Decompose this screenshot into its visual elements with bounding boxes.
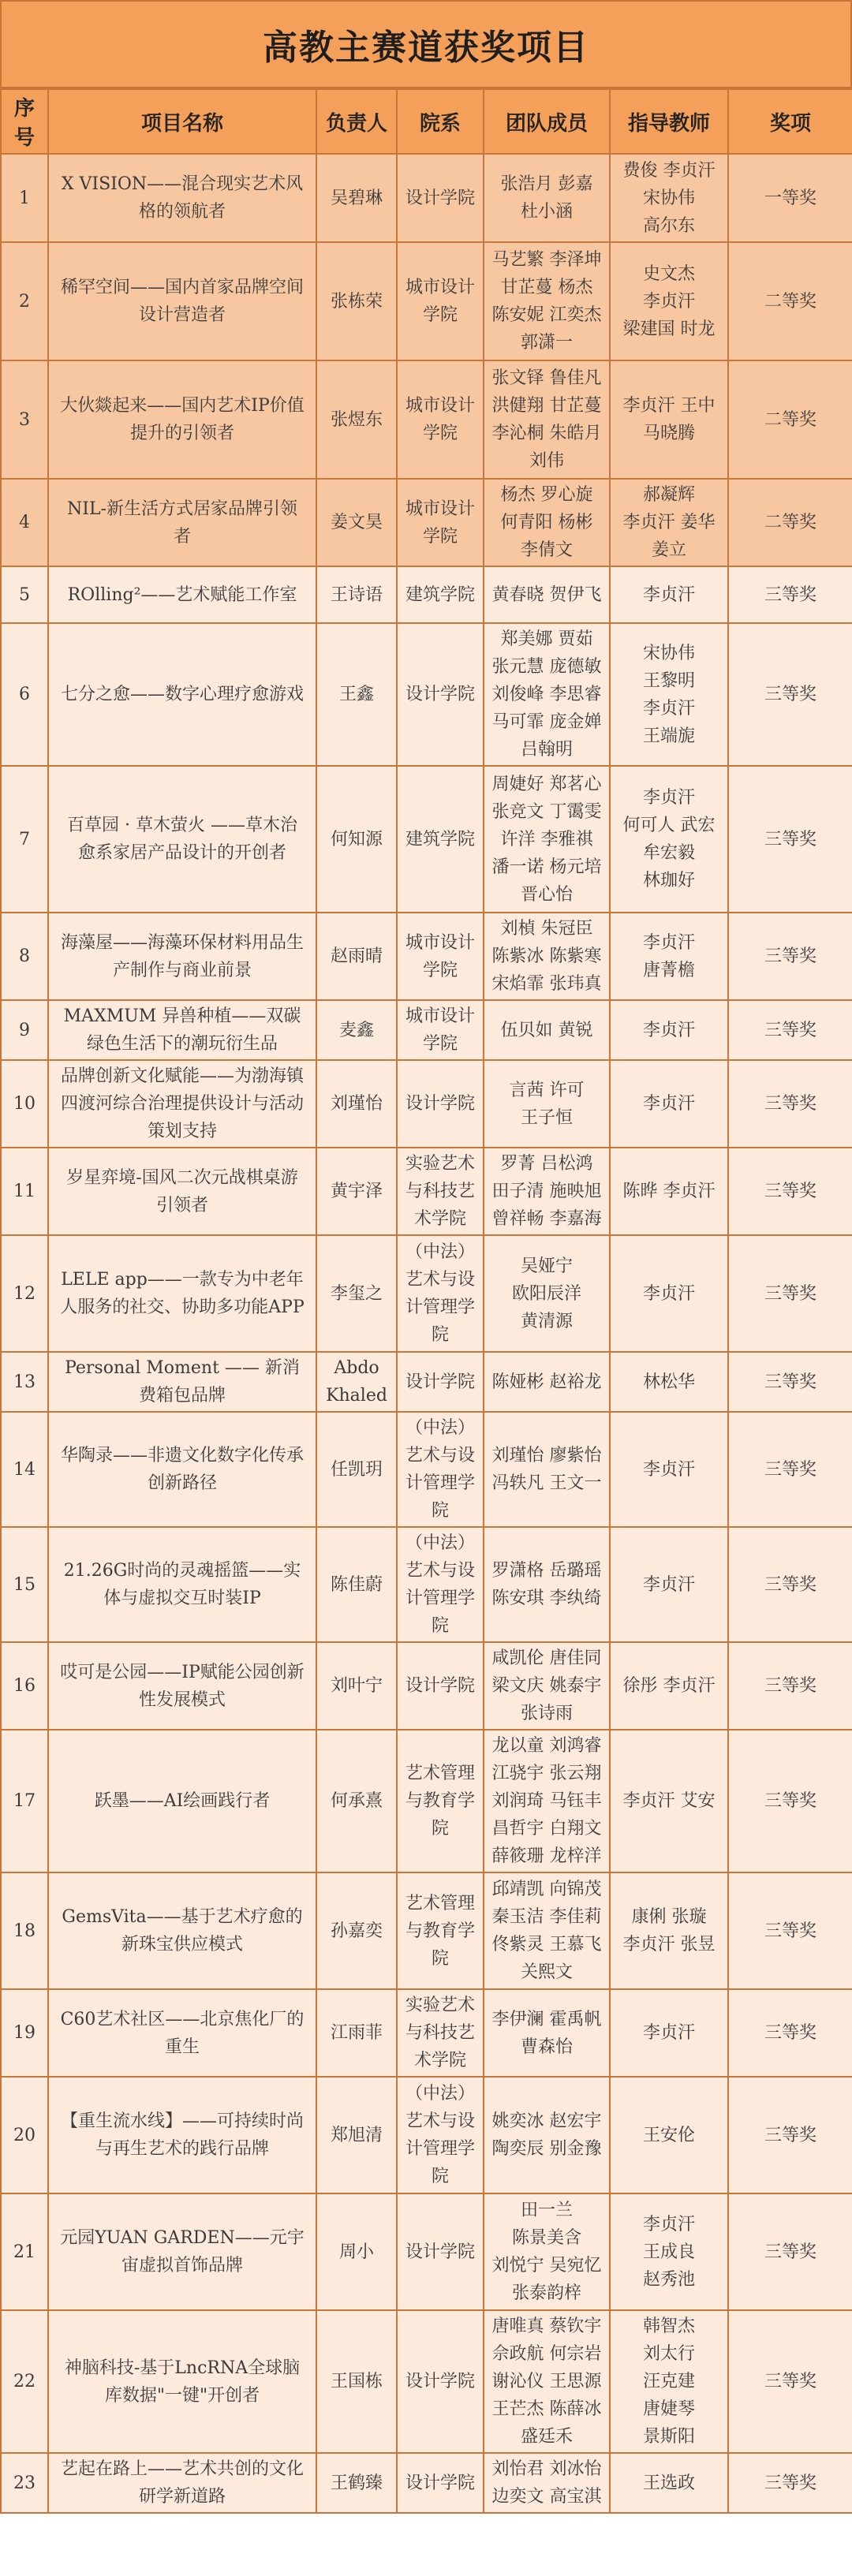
leader-cell: Abdo Khaled (316, 1352, 397, 1412)
header-award: 奖项 (728, 89, 852, 154)
department-cell: （中法）艺术与设计管理学院 (397, 1527, 484, 1642)
leader-cell: 陈佳蔚 (316, 1527, 397, 1642)
row-no-cell: 21 (1, 2193, 48, 2310)
award-cell: 三等奖 (728, 766, 852, 913)
table-header (1, 89, 852, 154)
department-cell: 设计学院 (397, 2310, 484, 2453)
award-cell: 三等奖 (728, 2193, 852, 2310)
award-cell: 三等奖 (728, 1642, 852, 1730)
department-cell: 设计学院 (397, 2193, 484, 2310)
table-row (1, 2077, 852, 2193)
team-members-cell: 张文铎 鲁佳凡 洪健翔 甘芷蔓 李沁桐 朱皓月 刘伟 (484, 360, 610, 479)
award-cell: 三等奖 (728, 1730, 852, 1872)
team-members-cell: 吴娅宁 欧阳辰洋 黄清源 (484, 1235, 610, 1352)
team-members-cell: 刘楨 朱冠臣 陈紫冰 陈紫寒 宋焰霏 张玮真 (484, 913, 610, 1000)
department-cell: 城市设计学院 (397, 1000, 484, 1060)
award-table (0, 88, 852, 2514)
department-cell: 设计学院 (397, 1060, 484, 1148)
teachers-cell: 李贞汗 (610, 1989, 728, 2077)
table-row (1, 1000, 852, 1060)
table-row (1, 1148, 852, 1235)
teachers-cell: 李贞汗 王中 马晓腾 (610, 360, 728, 479)
row-no-cell: 15 (1, 1527, 48, 1642)
leader-cell: 赵雨晴 (316, 913, 397, 1000)
teachers-cell: 李贞汗 (610, 1060, 728, 1148)
table-row (1, 2193, 852, 2310)
award-cell: 二等奖 (728, 479, 852, 566)
award-cell: 三等奖 (728, 1235, 852, 1352)
project-name-cell: 【重生流水线】——可持续时尚与再生艺术的践行品牌 (48, 2077, 316, 2193)
row-no-cell: 9 (1, 1000, 48, 1060)
leader-cell: 张煜东 (316, 360, 397, 479)
teachers-cell: 李贞汗 (610, 1527, 728, 1642)
table-row (1, 1235, 852, 1352)
award-cell: 二等奖 (728, 242, 852, 360)
row-no-cell: 13 (1, 1352, 48, 1412)
department-cell: 建筑学院 (397, 766, 484, 913)
leader-cell: 何承熹 (316, 1730, 397, 1872)
header-no: 序号 (1, 89, 48, 154)
row-no-cell: 4 (1, 479, 48, 566)
department-cell: 艺术管理与教育学院 (397, 1872, 484, 1989)
row-no-cell: 18 (1, 1872, 48, 1989)
project-name-cell: 神脑科技-基于LncRNA全球脑库数据"一键"开创者 (48, 2310, 316, 2453)
teachers-cell: 林松华 (610, 1352, 728, 1412)
row-no-cell: 12 (1, 1235, 48, 1352)
department-cell: 城市设计学院 (397, 479, 484, 566)
team-members-cell: 罗菁 吕松鸿 田子清 施映旭 曾祥畅 李嘉海 (484, 1148, 610, 1235)
teachers-cell: 王安伦 (610, 2077, 728, 2193)
table-row (1, 360, 852, 479)
teachers-cell: 李贞汗 何可人 武宏 牟宏毅 林珈好 (610, 766, 728, 913)
department-cell: 实验艺术与科技艺术学院 (397, 1989, 484, 2077)
department-cell: 设计学院 (397, 623, 484, 766)
project-name-cell: 21.26G时尚的灵魂摇篮——实体与虚拟交互时装IP (48, 1527, 316, 1642)
award-cell: 三等奖 (728, 2310, 852, 2453)
award-cell: 三等奖 (728, 913, 852, 1000)
award-cell: 三等奖 (728, 2077, 852, 2193)
team-members-cell: 李伊澜 霍禹帆 曹森怡 (484, 1989, 610, 2077)
teachers-cell: 宋协伟 王黎明 李贞汗 王端旎 (610, 623, 728, 766)
leader-cell: 刘叶宁 (316, 1642, 397, 1730)
award-cell: 一等奖 (728, 154, 852, 242)
team-members-cell: 伍贝如 黄锐 (484, 1000, 610, 1060)
table-row (1, 1989, 852, 2077)
department-cell: 建筑学院 (397, 566, 484, 623)
award-cell: 三等奖 (728, 2453, 852, 2513)
team-members-cell: 郑美娜 贾茹 张元慧 庞德敏 刘俊峰 李思睿 马可霏 庞金婵 吕翰明 (484, 623, 610, 766)
leader-cell: 何知源 (316, 766, 397, 913)
row-no-cell: 3 (1, 360, 48, 479)
leader-cell: 任凯玥 (316, 1412, 397, 1527)
department-cell: 实验艺术与科技艺术学院 (397, 1148, 484, 1235)
header-project-name: 项目名称 (48, 89, 316, 154)
table-row (1, 1872, 852, 1989)
project-name-cell: 百草园 · 草木萤火 ——草木治愈系家居产品设计的开创者 (48, 766, 316, 913)
department-cell: 艺术管理与教育学院 (397, 1730, 484, 1872)
leader-cell: 张栋荣 (316, 242, 397, 360)
row-no-cell: 20 (1, 2077, 48, 2193)
row-no-cell: 2 (1, 242, 48, 360)
award-cell: 三等奖 (728, 1527, 852, 1642)
department-cell: 设计学院 (397, 1352, 484, 1412)
team-members-cell: 姚奕冰 赵宏宇 陶奕辰 别金豫 (484, 2077, 610, 2193)
table-row (1, 479, 852, 566)
table-row (1, 1642, 852, 1730)
header-leader: 负责人 (316, 89, 397, 154)
header-department: 院系 (397, 89, 484, 154)
teachers-cell: 郝凝辉 李贞汗 姜华 姜立 (610, 479, 728, 566)
project-name-cell: 艺起在路上——艺术共创的文化研学新道路 (48, 2453, 316, 2513)
project-name-cell: MAXMUM 异兽种植——双碳绿色生活下的潮玩衍生品 (48, 1000, 316, 1060)
leader-cell: 麦鑫 (316, 1000, 397, 1060)
table-row (1, 1352, 852, 1412)
row-no-cell: 16 (1, 1642, 48, 1730)
teachers-cell: 徐彤 李贞汗 (610, 1642, 728, 1730)
teachers-cell: 康俐 张璇 李贞汗 张昱 (610, 1872, 728, 1989)
teachers-cell: 陈晔 李贞汗 (610, 1148, 728, 1235)
teachers-cell: 韩智杰 刘太行 汪克建 唐婕琴 景斯阳 (610, 2310, 728, 2453)
award-cell: 三等奖 (728, 1148, 852, 1235)
project-name-cell: 元园YUAN GARDEN——元宇宙虚拟首饰品牌 (48, 2193, 316, 2310)
project-name-cell: NIL-新生活方式居家品牌引领者 (48, 479, 316, 566)
leader-cell: 江雨菲 (316, 1989, 397, 2077)
teachers-cell: 李贞汗 (610, 566, 728, 623)
leader-cell: 王鑫 (316, 623, 397, 766)
team-members-cell: 罗潇格 岳璐瑶 陈安琪 李纨绮 (484, 1527, 610, 1642)
project-name-cell: C60艺术社区——北京焦化厂的重生 (48, 1989, 316, 2077)
table-row (1, 242, 852, 360)
leader-cell: 王诗语 (316, 566, 397, 623)
project-name-cell: 海藻屋——海藻环保材料用品生产制作与商业前景 (48, 913, 316, 1000)
row-no-cell: 17 (1, 1730, 48, 1872)
team-members-cell: 言茜 许可 王子恒 (484, 1060, 610, 1148)
team-members-cell: 周婕好 郑茗心 张竞文 丁霭雯 许洋 李雅祺 潘一诺 杨元培 晋心怡 (484, 766, 610, 913)
row-no-cell: 19 (1, 1989, 48, 2077)
table-body (1, 154, 852, 2513)
project-name-cell: Personal Moment —— 新消费箱包品牌 (48, 1352, 316, 1412)
table-row (1, 2453, 852, 2513)
table-row (1, 2310, 852, 2453)
project-name-cell: GemsVita——基于艺术疗愈的新珠宝供应模式 (48, 1872, 316, 1989)
department-cell: （中法）艺术与设计管理学院 (397, 2077, 484, 2193)
teachers-cell: 李贞汗 唐菁檐 (610, 913, 728, 1000)
row-no-cell: 5 (1, 566, 48, 623)
row-no-cell: 14 (1, 1412, 48, 1527)
header-teacher: 指导教师 (610, 89, 728, 154)
page-title: 高教主赛道获奖项目 (0, 0, 852, 88)
project-name-cell: 大伙燚起来——国内艺术IP价值提升的引领者 (48, 360, 316, 479)
team-members-cell: 龙以童 刘鸿睿 江骁宇 张云翔 刘润琦 马钰丰 昌哲宇 白翔文 薛筱珊 龙梓洋 (484, 1730, 610, 1872)
department-cell: 设计学院 (397, 154, 484, 242)
row-no-cell: 11 (1, 1148, 48, 1235)
row-no-cell: 10 (1, 1060, 48, 1148)
department-cell: 城市设计学院 (397, 242, 484, 360)
project-name-cell: 哎可是公园——IP赋能公园创新性发展模式 (48, 1642, 316, 1730)
teachers-cell: 李贞汗 (610, 1000, 728, 1060)
team-members-cell: 咸凯伦 唐佳同 梁文庆 姚泰宇 张诗雨 (484, 1642, 610, 1730)
row-no-cell: 6 (1, 623, 48, 766)
leader-cell: 刘瑾怡 (316, 1060, 397, 1148)
row-no-cell: 8 (1, 913, 48, 1000)
award-cell: 三等奖 (728, 1412, 852, 1527)
department-cell: 城市设计学院 (397, 913, 484, 1000)
team-members-cell: 张浩月 彭嘉 杜小涵 (484, 154, 610, 242)
award-cell: 三等奖 (728, 1000, 852, 1060)
project-name-cell: 稀罕空间——国内首家品牌空间设计营造者 (48, 242, 316, 360)
row-no-cell: 23 (1, 2453, 48, 2513)
teachers-cell: 李贞汗 (610, 1412, 728, 1527)
award-cell: 二等奖 (728, 360, 852, 479)
teachers-cell: 李贞汗 艾安 (610, 1730, 728, 1872)
project-name-cell: LELE app——一款专为中老年人服务的社交、协助多功能APP (48, 1235, 316, 1352)
team-members-cell: 黄春晓 贺伊飞 (484, 566, 610, 623)
project-name-cell: X VISION——混合现实艺术风格的领航者 (48, 154, 316, 242)
award-cell: 三等奖 (728, 1060, 852, 1148)
project-name-cell: 跃墨——AI绘画践行者 (48, 1730, 316, 1872)
leader-cell: 周小 (316, 2193, 397, 2310)
project-name-cell: ROlling²——艺术赋能工作室 (48, 566, 316, 623)
header-team: 团队成员 (484, 89, 610, 154)
leader-cell: 李玺之 (316, 1235, 397, 1352)
department-cell: 城市设计学院 (397, 360, 484, 479)
table-row (1, 1730, 852, 1872)
team-members-cell: 陈娅彬 赵裕龙 (484, 1352, 610, 1412)
leader-cell: 王国栋 (316, 2310, 397, 2453)
leader-cell: 吴碧琳 (316, 154, 397, 242)
team-members-cell: 唐唯真 蔡钦宇 佘政航 何宗岩 谢沁仪 王思源 王芒杰 陈薛冰 盛廷禾 (484, 2310, 610, 2453)
row-no-cell: 1 (1, 154, 48, 242)
teachers-cell: 李贞汗 (610, 1235, 728, 1352)
table-row (1, 1527, 852, 1642)
team-members-cell: 邱靖凯 向锦茂 秦玉洁 李佳莉 佟紫灵 王慕飞 关熙文 (484, 1872, 610, 1989)
team-members-cell: 刘瑾怡 廖紫怡 冯轶凡 王文一 (484, 1412, 610, 1527)
teachers-cell: 费俊 李贞汗 宋协伟 高尔东 (610, 154, 728, 242)
table-row (1, 154, 852, 242)
project-name-cell: 岁星弈境-国风二次元战棋桌游引领者 (48, 1148, 316, 1235)
department-cell: （中法）艺术与设计管理学院 (397, 1412, 484, 1527)
table-row (1, 623, 852, 766)
teachers-cell: 王选政 (610, 2453, 728, 2513)
award-cell: 三等奖 (728, 1352, 852, 1412)
table-row (1, 1060, 852, 1148)
team-members-cell: 杨杰 罗心旋 何青阳 杨彬 李倩文 (484, 479, 610, 566)
department-cell: （中法）艺术与设计管理学院 (397, 1235, 484, 1352)
project-name-cell: 七分之愈——数字心理疗愈游戏 (48, 623, 316, 766)
leader-cell: 孙嘉奕 (316, 1872, 397, 1989)
award-cell: 三等奖 (728, 566, 852, 623)
award-cell: 三等奖 (728, 623, 852, 766)
leader-cell: 王鹤臻 (316, 2453, 397, 2513)
leader-cell: 黄宇泽 (316, 1148, 397, 1235)
award-cell: 三等奖 (728, 1989, 852, 2077)
row-no-cell: 7 (1, 766, 48, 913)
table-row (1, 566, 852, 623)
leader-cell: 郑旭清 (316, 2077, 397, 2193)
project-name-cell: 华陶录——非遗文化数字化传承创新路径 (48, 1412, 316, 1527)
table-row (1, 913, 852, 1000)
department-cell: 设计学院 (397, 1642, 484, 1730)
award-cell: 三等奖 (728, 1872, 852, 1989)
leader-cell: 姜文昊 (316, 479, 397, 566)
department-cell: 设计学院 (397, 2453, 484, 2513)
teachers-cell: 李贞汗 王成良 赵秀池 (610, 2193, 728, 2310)
team-members-cell: 刘怡君 刘冰怡 边奕文 高宝淇 (484, 2453, 610, 2513)
row-no-cell: 22 (1, 2310, 48, 2453)
table-row (1, 766, 852, 913)
table-row (1, 1412, 852, 1527)
team-members-cell: 马艺繁 李泽坤 甘芷蔓 杨杰 陈安妮 江奕杰 郭潇一 (484, 242, 610, 360)
teachers-cell: 史文杰 李贞汗 梁建国 时龙 (610, 242, 728, 360)
team-members-cell: 田一兰 陈景美含 刘悦宁 吴宛忆 张泰韵梓 (484, 2193, 610, 2310)
project-name-cell: 品牌创新文化赋能——为渤海镇四渡河综合治理提供设计与活动策划支持 (48, 1060, 316, 1148)
